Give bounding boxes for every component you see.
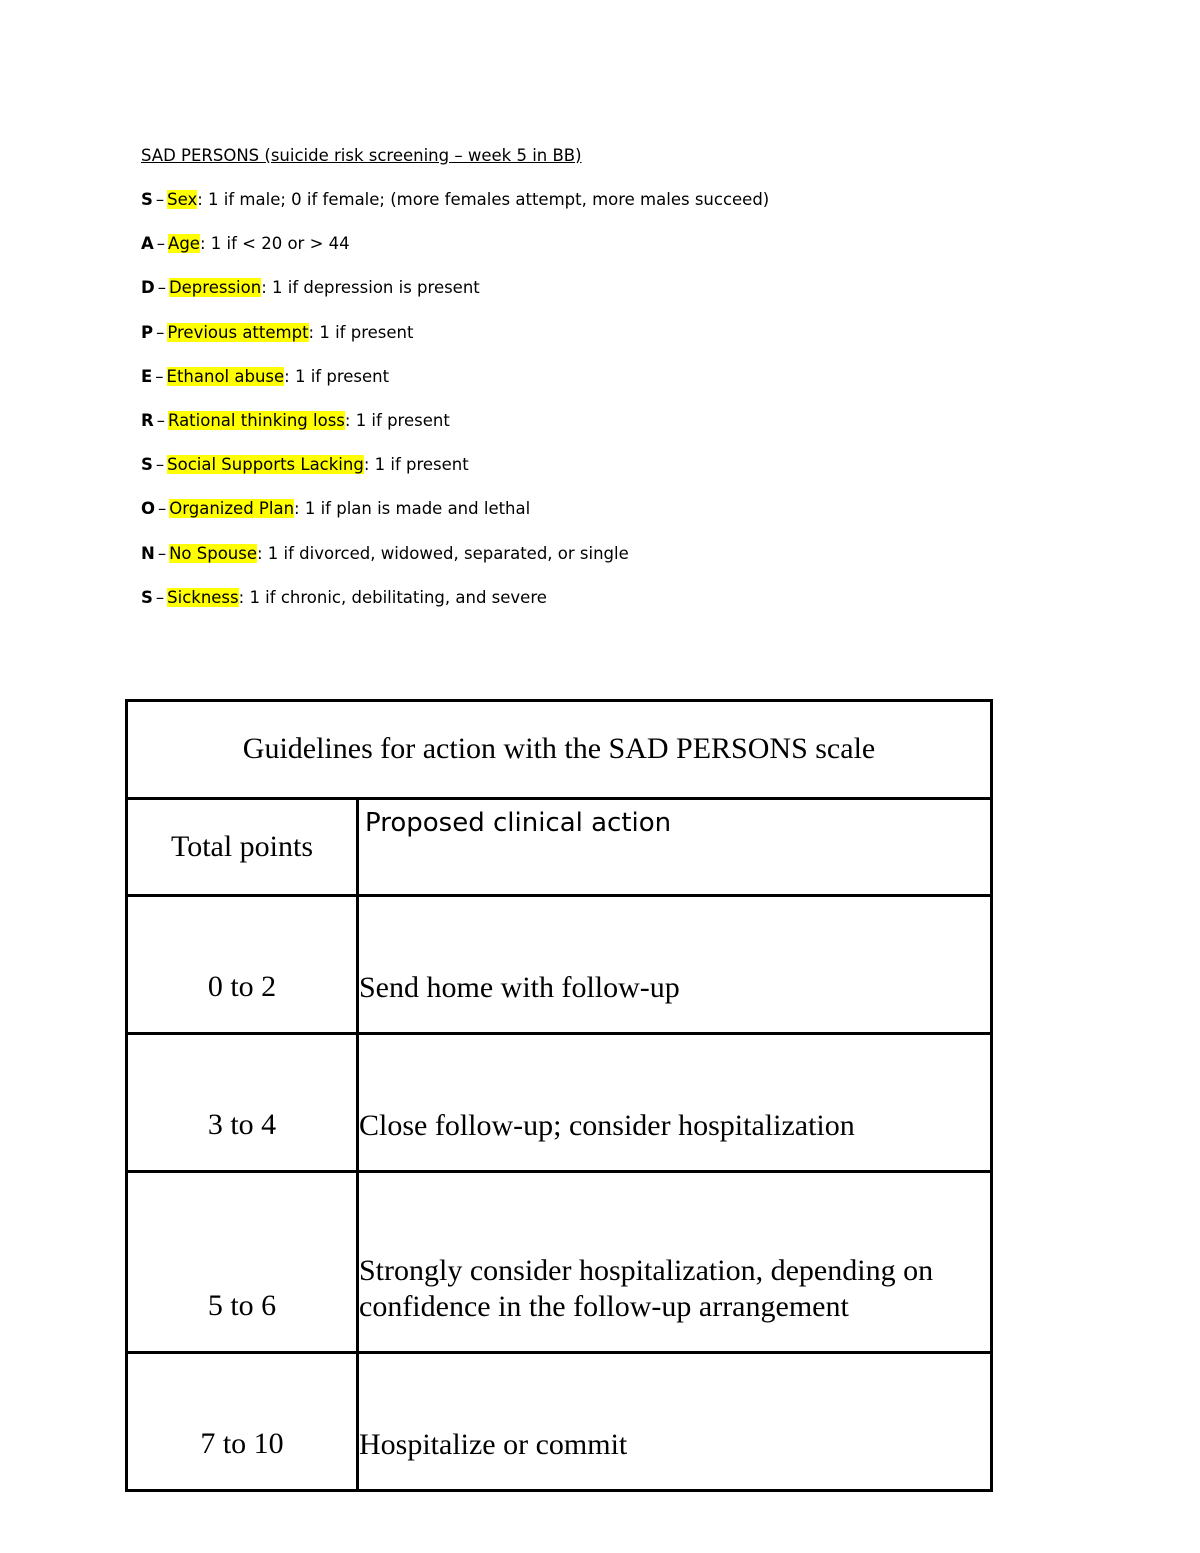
criterion-letter: N [141,543,155,563]
dash: – [158,499,167,519]
criterion-term: Depression [168,278,262,298]
table-row [127,1034,992,1172]
header-proposed-action: Proposed clinical action [358,798,992,896]
action-cell: Strongly consider hospitalization, depending on confidence in the follow-up arrangement [358,1172,992,1353]
criterion-age [141,232,1041,276]
table-row [127,896,992,1034]
criterion-term: Sex [167,190,198,209]
criterion-detail: : 1 if male; 0 if female; (more females attempt, more males succeed) [197,190,770,209]
criteria-list [141,188,1041,630]
criterion-term: Social Supports Lacking [167,455,364,475]
criterion-term: Organized Plan [169,499,295,519]
criterion-ethanol-abuse [141,365,1041,409]
criterion-letter: A [141,234,154,254]
criterion-detail: : 1 if present [308,322,414,342]
criterion-term: Previous attempt [167,322,309,342]
table-row [127,1353,992,1491]
criterion-previous-attempt [141,321,1041,365]
action-cell: Send home with follow-up [358,896,992,1034]
dash: – [155,190,165,209]
criterion-no-spouse [141,542,1041,586]
criterion-letter: R [141,410,154,430]
dash: – [155,455,165,475]
criterion-term: Rational thinking loss [167,410,345,430]
dash: – [156,234,166,254]
criterion-detail: : 1 if depression is present [261,278,480,298]
criterion-detail: : 1 if divorced, widowed, separated, or single [257,543,629,563]
dash: – [155,587,165,607]
page-title: SAD PERSONS (suicide risk screening – week 5 in BB) [141,146,582,165]
criterion-letter: S [141,190,153,209]
criterion-detail: : 1 if < 20 or > 44 [199,234,350,254]
criterion-letter: S [141,587,153,607]
table-caption: Guidelines for action with the SAD PERSONS scale [127,701,992,799]
criterion-rational-thinking-loss [141,409,1041,453]
criterion-term: Ethanol abuse [166,366,285,386]
points-cell: 7 to 10 [127,1353,358,1491]
criterion-letter: D [141,278,155,298]
dash: – [155,366,164,386]
header-total-points: Total points [127,798,358,896]
criterion-term: No Spouse [169,543,257,563]
dash: – [156,410,165,430]
criterion-depression [141,276,1041,320]
criterion-organized-plan [141,497,1041,541]
table-caption-row [127,701,992,799]
criterion-social-supports [141,453,1041,497]
criterion-sickness [141,586,1041,630]
action-cell: Hospitalize or commit [358,1353,992,1491]
criterion-letter: O [141,499,156,519]
criterion-letter: E [141,366,153,386]
table-header-row [127,798,992,896]
dash: – [157,278,166,298]
points-cell: 5 to 6 [127,1172,358,1353]
criterion-detail: : 1 if present [284,366,390,386]
criterion-detail: : 1 if plan is made and lethal [294,499,531,519]
points-cell: 3 to 4 [127,1034,358,1172]
dash: – [157,543,167,563]
criterion-sex [141,188,1041,232]
guidelines-table [125,699,993,1492]
table-row [127,1172,992,1353]
criterion-term: Age [168,234,200,254]
action-cell: Close follow-up; consider hospitalization [358,1034,992,1172]
criterion-detail: : 1 if present [344,410,450,430]
criterion-detail: : 1 if chronic, debilitating, and severe [238,587,547,607]
criterion-letter: S [141,455,153,475]
points-cell: 0 to 2 [127,896,358,1034]
criterion-term: Sickness [167,587,239,607]
dash: – [156,322,165,342]
criterion-letter: P [141,322,154,342]
criterion-detail: : 1 if present [363,455,469,475]
